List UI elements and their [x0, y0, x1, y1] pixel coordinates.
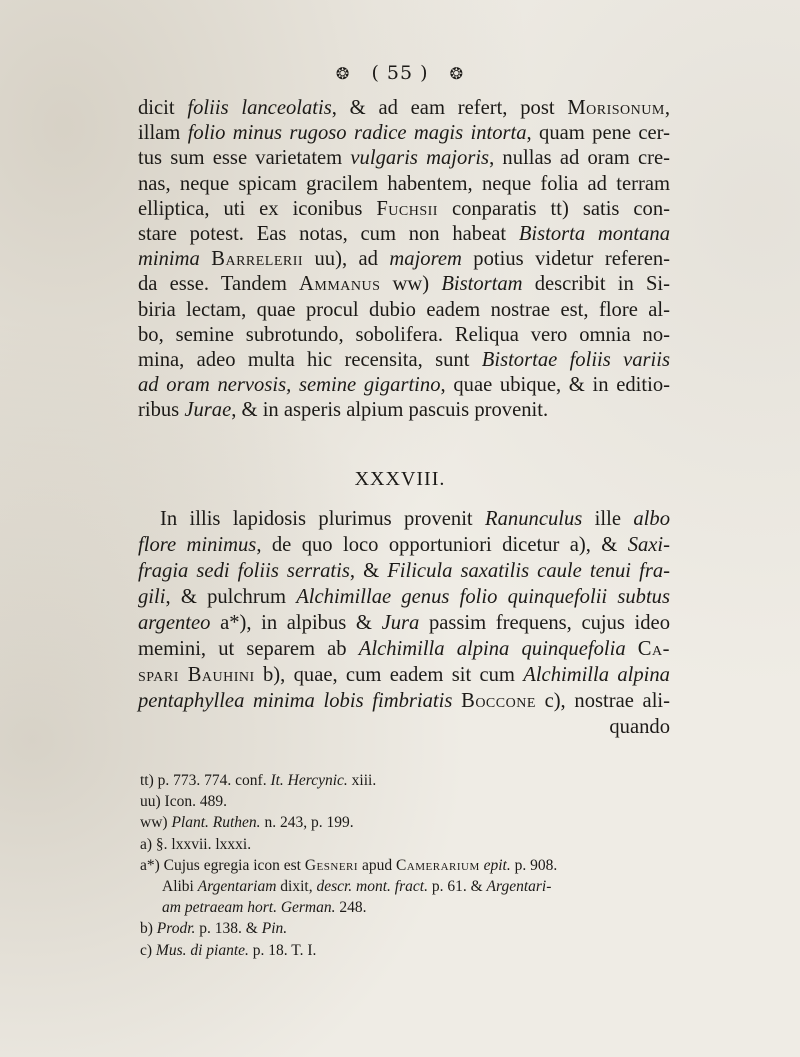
ornament-right-icon: ❂ [449, 64, 465, 83]
italic-text: Prodr. [156, 920, 196, 938]
ornament-left-icon: ❂ [335, 64, 351, 83]
italic-text: Argentari- [486, 878, 552, 896]
italic-text: Saxi- [627, 534, 671, 556]
text-line: elliptica, uti ex iconibus Fuchsii conparatis tt) satis con- [138, 197, 670, 220]
italic-text: Alchimilla alpina quinquefolia [358, 638, 626, 660]
italic-text: Mus. di piante. [155, 941, 249, 959]
italic-text: Filicula saxatilis caule tenui fra- [387, 560, 670, 582]
paragraph-2 [138, 506, 670, 740]
text-line: nas, neque spicam gracilem habentem, neque folia ad terram [138, 172, 670, 195]
italic-text: Pin. [261, 920, 288, 938]
page-number: ( 55 ) [371, 62, 429, 84]
small-caps-text: Gesneri [304, 856, 359, 874]
footnote-line: a) §. lxxvii. lxxxi. [140, 835, 252, 853]
footnote-line: b) Prodr. p. 138. & Pin. [140, 920, 288, 938]
italic-text: am petraeam hort. German. [162, 899, 336, 917]
section-heading: XXXVIII. [354, 468, 446, 490]
small-caps-text: Ammanus [299, 273, 381, 296]
italic-text: Alchimilla alpina [523, 664, 670, 686]
text-line: tus sum esse varietatem vulgaris majoris, nullas ad oram cre- [138, 147, 671, 170]
italic-text: Bistortam [441, 273, 523, 296]
footnotes [140, 770, 670, 961]
text-line: argenteo a*), in alpibus & Jura passim frequens, cujus ideo [138, 612, 670, 634]
italic-text: minima [138, 248, 200, 271]
italic-text: fragia sedi foliis serratis [138, 560, 350, 582]
italic-text: Bistorta montana [518, 223, 670, 246]
footnote-line: uu) Icon. 489. [140, 793, 227, 811]
text-line: bo, semine subrotundo, sobolifera. Reliqua vero omnia no- [138, 323, 670, 346]
text-line: mina, adeo multa hic recensita, sunt Bistortae foliis variis [138, 349, 670, 372]
text-line: gili, & pulchrum Alchimillae genus folio quinquefolii subtus [138, 586, 670, 608]
footnote-line: c) Mus. di piante. p. 18. T. I. [140, 941, 317, 959]
text-line: fragia sedi foliis serratis, & Filicula saxatilis caule tenui fra- [138, 560, 670, 582]
italic-text: folio minus rugoso radice magis intorta [187, 122, 527, 145]
italic-text: Ranunculus [485, 508, 583, 530]
paragraph-1 [138, 96, 670, 424]
text-line: minima Barrelerii uu), ad majorem potius videtur referen- [138, 248, 670, 271]
text-line: pentaphyllea minima lobis fimbriatis Boccone c), nostrae ali- [138, 690, 670, 712]
italic-text: descr. mont. fract. [316, 878, 428, 896]
text-line: stare potest. Eas notas, cum non habeat Bistorta montana [138, 223, 670, 246]
text-line: ribus Jurae, & in asperis alpium pascuis provenit. [138, 399, 549, 422]
small-caps-text: Ca- [637, 638, 671, 660]
small-caps-text: Camerarium [395, 856, 480, 874]
italic-text: It. Hercynic. [270, 772, 348, 789]
small-caps-text: Boccone [461, 690, 536, 712]
italic-text: ad oram nervosis, semine gigartino [138, 374, 441, 397]
italic-text: Alchimillae genus folio quinquefolii subtus [296, 586, 670, 608]
italic-text: epit. [483, 856, 511, 874]
small-caps-text: Barrelerii [211, 248, 304, 271]
footnote-line: tt) p. 773. 774. conf. It. Hercynic. xiii. [140, 772, 377, 789]
italic-text: albo [633, 508, 670, 530]
italic-text: argenteo [138, 612, 211, 634]
italic-text: majorem [389, 248, 462, 271]
catchword: quando [609, 716, 670, 738]
text-line: memini, ut separem ab Alchimilla alpina quinquefolia Ca- [138, 638, 671, 660]
text-line: dicit foliis lanceolatis, & ad eam refert, post Morisonum, [138, 97, 670, 119]
italic-text: vulgaris majoris [350, 147, 490, 170]
small-caps-text: Fuchsii [376, 197, 438, 220]
text-line: biria lectam, quae procul dubio eadem nostrae est, flore al- [138, 298, 670, 321]
footnote-line: ww) Plant. Ruthen. n. 243, p. 199. [140, 814, 354, 832]
text-line: da esse. Tandem Ammanus ww) Bistortam describit in Si- [138, 273, 670, 296]
footnote-line: Alibi Argentariam dixit, descr. mont. fract. p. 61. & Argentari- [162, 878, 552, 896]
small-caps-text: spari Bauhini [138, 664, 255, 686]
italic-text: Bistortae foliis variis [481, 349, 670, 372]
text-line: illam folio minus rugoso radice magis intorta, quam pene cer- [138, 122, 670, 145]
italic-text: foliis lanceolatis [187, 97, 332, 119]
small-caps-text: Morisonum [567, 97, 665, 119]
italic-text: Jurae [184, 399, 232, 422]
italic-text: Jura [381, 612, 420, 634]
text-line: flore minimus, de quo loco opportuniori dicetur a), & Saxi- [138, 534, 671, 556]
footnote-line: a*) Cujus egregia icon est Gesneri apud Camerarium epit. p. 908. [140, 856, 558, 874]
italic-text: gili [138, 586, 166, 608]
italic-text: flore minimus [138, 534, 257, 556]
text-line: spari Bauhini b), quae, cum eadem sit cum Alchimilla alpina [138, 664, 670, 686]
text-line: In illis lapidosis plurimus provenit Ranunculus ille albo [160, 508, 670, 530]
italic-text: Plant. Ruthen. [171, 814, 261, 832]
text-line: ad oram nervosis, semine gigartino, quae ubique, & in editio- [138, 374, 670, 397]
italic-text: Argentariam [197, 878, 277, 896]
page-header [0, 62, 800, 84]
italic-text: pentaphyllea minima lobis fimbriatis [138, 690, 453, 712]
footnote-line: am petraeam hort. German. 248. [162, 899, 367, 917]
